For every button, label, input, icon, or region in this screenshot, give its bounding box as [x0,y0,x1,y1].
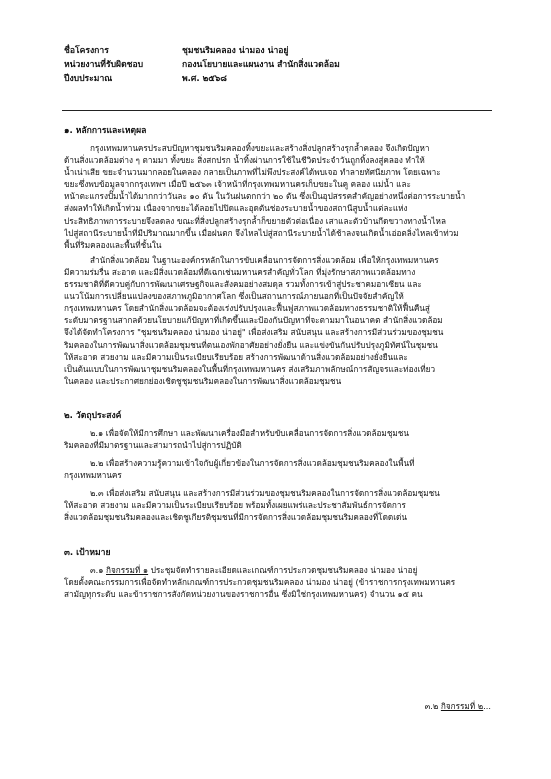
document-body [64,124,492,600]
text-line: สำนักสิ่งแวดล้อม ในฐานะองค์กรหลักในการขับเคลื่อนการจัดการสิ่งแวดล้อม เพื่อให้กรุงเทพมหานคร [90,254,439,265]
text-line: ประสิทธิภาพการระบายจึงลดลง ขณะที่สิ่งปลูกสร้างรุกล้ำก็ขยายตัวต่อเนื่อง เสาและตัวบ้านกีดขวางทางน้ำไหล [64,215,446,226]
ellipsis: ... [483,701,491,711]
text-line: ๒.๓ เพื่อส่งเสริม สนับสนุน และสร้างการมีส่วนร่วมของชุมชนริมคลองในการจัดการสิ่งแวดล้อมชุมชน [90,488,440,499]
project-name-value: ชุมชนริมคลอง น่ามอง น่าอยู่ [182,46,289,56]
agency-row [64,58,484,72]
text-line: ระดับมาตรฐานสากลด้วยนโยบายแก้ปัญหาที่เกิดขึ้นและป้องกันปัญหาที่จะตามมาในอนาคต สำนักสิ่งแวดล้อม [64,315,443,326]
header-divider [62,110,492,111]
text-line: กรุงเทพมหานคร [64,470,122,481]
target-number: ๓.๑ [90,564,106,575]
activity-2-link: กิจกรรมที่ ๒ [440,701,484,711]
text-line: ด้านสิ่งแวดล้อมต่าง ๆ ตามมา ทั้งขยะ สิ่งสกปรก น้ำทิ้งผ่านการใช้ในชีวิตประจำวันถูกทิ้งลงสู่คลอง ทำให้ [64,155,425,166]
text-line: ๒.๑ เพื่อจัดให้มีการศึกษา และพัฒนาเครื่องมือสำหรับขับเคลื่อนการจัดการสิ่งแวดล้อมชุมชน [90,427,409,438]
section-1-title: ๑. หลักการและเหตุผล [64,126,147,136]
text-line: หน้าตะแกรงปั๊มน้ำได้มากกว่าวันละ ๑๐ ตัน ในวันฝนตกกว่า ๒๐ ตัน ซึ่งเป็นอุปสรรคสำคัญอย่างหนึ่งต่อการระบายน้ำ [64,191,466,202]
section-3-title: ๓. เป้าหมาย [64,547,111,558]
fiscal-year-row [64,72,484,86]
text-line: น้ำเน่าเสีย ขยะจำนวนมากลอยในคลอง กลายเป็นภาพที่ไม่พึงประสงค์ได้พบเจอ ทำลายทัศนียภาพ โดยเฉพาะ [64,167,441,178]
objective-2-1 [64,427,492,451]
text-line: ไปสู่สถานีระบายน้ำที่มีปริมาณมากขึ้น เมื่อฝนตก จึงไหลไปสู่สถานีระบายน้ำได้ช้าลงจนเกิดน้ำเอ่อตลิ่งไหลเข้าท่วม [64,227,459,238]
text-line: ริมคลองที่มีมาตรฐานและสามารถนำไปสู่การปฏิบัติ [64,439,242,450]
objective-2-2 [64,457,492,481]
text-line: โดยตั้งคณะกรรมการเพื่อจัดทำหลักเกณฑ์การประกวดชุมชนริมคลอง น่ามอง น่าอยู่ (ข้าราชการกรุงเทพมหานคร [64,576,456,587]
text-line: เป็นต้นแบบในการพัฒนาชุมชนริมคลองในพื้นที่กรุงเทพมหานคร ส่งเสริมภาพลักษณ์การสัญจรและท่องเที่ยว [64,363,436,374]
text-line: ในคลอง และประกาศยกย่องเชิดชูชุมชนริมคลองในการพัฒนาสิ่งแวดล้อมชุมชน [64,375,342,386]
agency-label: หน่วยงานที่รับผิดชอบ [64,60,144,70]
target-text: ประชุมจัดทำรายละเอียดและเกณฑ์การประกวดชุมชนริมคลอง น่ามอง น่าอยู่ [148,564,418,575]
fiscal-year-label: ปีงบประมาณ [64,74,113,84]
project-name-row [64,44,484,58]
project-header [64,44,484,86]
text-line: ธรรมชาติที่ดีควบคู่กับการพัฒนาเศรษฐกิจและสังคมอย่างสมดุล รวมทั้งการเข้าสู่ประชาคมอาเซียน และ [64,279,422,290]
text-line: กรุงเทพมหานครประสบปัญหาชุมชนริมคลองทิ้งขยะและสร้างสิ่งปลูกสร้างรุกล้ำคลอง จึงเกิดปัญหา [90,143,430,153]
fiscal-year-value: พ.ศ. ๒๕๖๘ [182,74,227,84]
project-name-label: ชื่อโครงการ [64,46,109,56]
text-line: ให้สะอาด สวยงาม และมีความเป็นระเบียบเรียบร้อย สร้างการพัฒนาด้านสิ่งแวดล้อมอย่างยั่งยืนและ [64,351,408,362]
section-2-title: ๒. วัตถุประสงค์ [64,410,122,421]
activity-1-link: กิจกรรมที่ ๑ [106,564,149,575]
text-line: ริมคลองในการพัฒนาสิ่งแวดล้อมชุมชนที่ตนเองพักอาศัยอย่างยั่งยืน และแข่งขันกันปรับปรุงภูมิทัศน์ในชุมชน [64,339,438,350]
target-3-1 [64,564,492,600]
section-1-paragraph-1 [64,142,492,251]
text-line: พื้นที่ริมคลองและพื้นที่ชั้นใน [64,239,162,250]
text-line: ส่งผลทำให้เกิดน้ำท่วม เนื่องจากขยะได้ลอยไปปิดและอุดตันช่องระบายน้ำของสถานีสูบน้ำแต่ละแห่ง [64,203,408,214]
next-number: ๓.๒ [424,701,441,711]
text-line: ขยะซึ่งพบข้อมูลจากกรุงเทพฯ เมื่อปี ๒๕๖๓ เจ้าหน้าที่กรุงเทพมหานครเก็บขยะในคู คลอง แม่น้ำ และ [64,179,411,190]
text-line: มีความร่มรื่น สะอาด และมีสิ่งแวดล้อมที่ดีเฉกเช่นมหานครสำคัญทั่วโลก ที่มุ่งรักษาสภาพแวดล้อมทาง [64,266,416,277]
text-line [64,564,492,576]
text-line: สามัญทุกระดับ และข้าราชการสังกัดหน่วยงานของราชการอื่น ซึ่งมิใช่กรุงเทพมหานคร) จำนวน ๑๕ คน [64,588,423,599]
agency-value: กองนโยบายและแผนงาน สำนักสิ่งแวดล้อม [182,60,340,70]
section-1-paragraph-2 [64,254,492,387]
continuation-marker [425,700,491,712]
text-line: ให้สะอาด สวยงาม และมีความเป็นระเบียบเรียบร้อย พร้อมทั้งเผยแพร่และประชาสัมพันธ์การจัดการ [64,500,406,511]
text-line: กรุงเทพมหานคร โดยสำนักสิ่งแวดล้อมจะต้องเร่งปรับปรุงและฟื้นฟูสภาพแวดล้อมทางธรรมชาติให้ฟื้นคืนสู่ [64,303,430,314]
text-line: แนวโน้มการเปลี่ยนแปลงของสภาพภูมิอากาศโลก ซึ่งเป็นสถานการณ์ภายนอกที่เป็นปัจจัยสำคัญให้ [64,291,404,302]
text-line: ๒.๒ เพื่อสร้างความรู้ความเข้าใจกับผู้เกี่ยวข้องในการจัดการสิ่งแวดล้อมชุมชนริมคลองในพื้นที่ [90,458,415,469]
text-line: จึงได้จัดทำโครงการ "ชุมชนริมคลอง น่ามอง น่าอยู่" เพื่อส่งเสริม สนับสนุน และสร้างการมีส่วนร่วมของชุมชน [64,327,444,338]
text-line: สิ่งแวดล้อมชุมชนริมคลองและเชิดชูเกียรติชุมชนที่มีการจัดการสิ่งแวดล้อมชุมชนริมคลองที่โดดเด่น [64,512,407,523]
objective-2-3 [64,487,492,523]
